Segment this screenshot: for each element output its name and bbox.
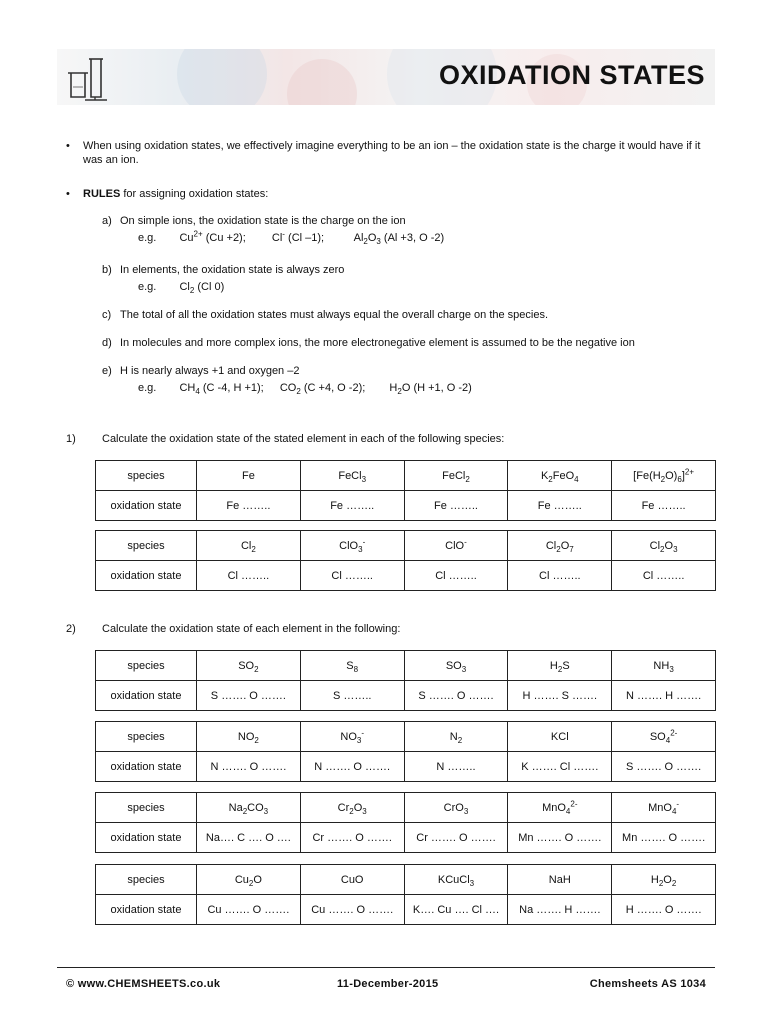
species-cell: $SO_2$ bbox=[197, 651, 301, 681]
row-label: species bbox=[96, 531, 197, 561]
row-label: species bbox=[96, 722, 197, 752]
species-cell: $NH_3$ bbox=[612, 651, 716, 681]
species-cell: CuO bbox=[300, 865, 404, 895]
species-cell: $H_2S$ bbox=[508, 651, 612, 681]
answer-cell[interactable]: S …….. bbox=[300, 681, 404, 711]
oxidation-row bbox=[96, 681, 716, 711]
answer-cell[interactable]: S ……. O ……. bbox=[404, 681, 508, 711]
example-value: (C -4, H +1); bbox=[202, 382, 264, 394]
rules-heading-rest: for assigning oxidation states: bbox=[123, 188, 269, 200]
formula-h2o: $H_2O$ bbox=[389, 382, 411, 397]
footer-divider bbox=[57, 967, 715, 968]
species-cell: $Cu_2O$ bbox=[197, 865, 301, 895]
species-cell: $[Fe(H_2O)_6]^{2+}$ bbox=[612, 461, 716, 491]
eg-label: e.g. bbox=[138, 382, 157, 394]
question-2-number: 2) bbox=[66, 623, 76, 635]
species-cell: $Cl_2O_7$ bbox=[508, 531, 612, 561]
answer-cell[interactable]: Fe …….. bbox=[197, 491, 301, 521]
answer-cell[interactable]: Cr ……. O ……. bbox=[300, 823, 404, 853]
species-cell: ClO$_3$- bbox=[300, 531, 404, 561]
row-label: oxidation state bbox=[96, 752, 197, 782]
row-label: species bbox=[96, 793, 197, 823]
species-cell: Fe bbox=[197, 461, 301, 491]
example-value: (Cl –1); bbox=[288, 232, 325, 244]
answer-cell[interactable]: N ……. O ……. bbox=[300, 752, 404, 782]
species-cell: $S_8$ bbox=[300, 651, 404, 681]
footer-date: 11-December-2015 bbox=[337, 978, 439, 990]
answer-cell[interactable]: Cl …….. bbox=[612, 561, 716, 591]
rule-b-examples bbox=[138, 281, 225, 296]
oxidation-row bbox=[96, 491, 716, 521]
q2-table-4 bbox=[95, 864, 716, 925]
answer-cell[interactable]: Cl …….. bbox=[404, 561, 508, 591]
answer-cell[interactable]: S ……. O ……. bbox=[197, 681, 301, 711]
page-title: OXIDATION STATES bbox=[438, 60, 705, 90]
species-row bbox=[96, 651, 716, 681]
species-cell: $N_2$ bbox=[404, 722, 508, 752]
species-cell: $NO_2$ bbox=[197, 722, 301, 752]
glassware-icon bbox=[65, 53, 111, 103]
species-cell: $K_2FeO_4$ bbox=[508, 461, 612, 491]
species-row bbox=[96, 461, 716, 491]
row-label: oxidation state bbox=[96, 491, 197, 521]
answer-cell[interactable]: H ……. S ……. bbox=[508, 681, 612, 711]
species-row bbox=[96, 531, 716, 561]
question-2-text: Calculate the oxidation state of each element in the following: bbox=[102, 623, 401, 635]
species-row bbox=[96, 793, 716, 823]
row-label: species bbox=[96, 461, 197, 491]
species-cell: MnO$_4$- bbox=[612, 793, 716, 823]
eg-label: e.g. bbox=[138, 232, 157, 244]
species-cell: $Cl_2$ bbox=[197, 531, 301, 561]
rules-heading bbox=[83, 187, 268, 201]
species-cell: $Cl_2O_3$ bbox=[612, 531, 716, 561]
species-cell: KCl bbox=[508, 722, 612, 752]
species-cell: $SO_3$ bbox=[404, 651, 508, 681]
answer-cell[interactable]: Cl …….. bbox=[300, 561, 404, 591]
q1-table-cl bbox=[95, 530, 716, 591]
answer-cell[interactable]: H ……. O ……. bbox=[612, 895, 716, 925]
eg-label: e.g. bbox=[138, 281, 157, 293]
row-label: oxidation state bbox=[96, 681, 197, 711]
answer-cell[interactable]: S ……. O ……. bbox=[612, 752, 716, 782]
species-cell: ClO- bbox=[404, 531, 508, 561]
answer-cell[interactable]: Na…. C …. O …. bbox=[197, 823, 301, 853]
oxidation-row bbox=[96, 752, 716, 782]
answer-cell[interactable]: Cl …….. bbox=[197, 561, 301, 591]
rule-e-text: H is nearly always +1 and oxygen –2 bbox=[120, 365, 300, 377]
answer-cell[interactable]: Cu ……. O ……. bbox=[300, 895, 404, 925]
answer-cell[interactable]: K ……. Cl ……. bbox=[508, 752, 612, 782]
row-label: oxidation state bbox=[96, 895, 197, 925]
species-cell: $SO_4^{2-}$ bbox=[612, 722, 716, 752]
formula-cu2plus: $Cu^{2+}$ bbox=[179, 229, 203, 244]
row-label: oxidation state bbox=[96, 823, 197, 853]
q1-table-fe bbox=[95, 460, 716, 521]
species-cell: NaH bbox=[508, 865, 612, 895]
species-row bbox=[96, 865, 716, 895]
intro-text: When using oxidation states, we effectively imagine everything to be an ion – the oxidation state is the charge it would have if it was an ion. bbox=[83, 140, 701, 166]
answer-cell[interactable]: N …….. bbox=[404, 752, 508, 782]
footer-sheet-id: Chemsheets AS 1034 bbox=[589, 978, 706, 990]
question-1-text: Calculate the oxidation state of the stated element in each of the following species: bbox=[102, 433, 505, 445]
species-cell: $H_2O_2$ bbox=[612, 865, 716, 895]
formula-cl2: $Cl_2$ bbox=[179, 281, 195, 296]
example-value: (H +1, O -2) bbox=[413, 382, 472, 394]
rule-b-label: b) bbox=[102, 264, 112, 276]
oxidation-row bbox=[96, 561, 716, 591]
species-cell: MnO$_4^{2-}$ bbox=[508, 793, 612, 823]
answer-cell[interactable]: Fe …….. bbox=[612, 491, 716, 521]
formula-co2: $CO_2$ bbox=[279, 382, 301, 397]
q2-table-3 bbox=[95, 792, 716, 853]
example-value: (Al +3, O -2) bbox=[383, 232, 445, 244]
row-label: species bbox=[96, 651, 197, 681]
rules-heading-bold: RULES bbox=[83, 188, 121, 200]
formula-cl-minus: Cl- bbox=[271, 229, 285, 244]
rule-e-examples bbox=[138, 382, 698, 397]
answer-cell[interactable]: Fe …….. bbox=[508, 491, 612, 521]
example-value: (C +4, O -2); bbox=[303, 382, 366, 394]
rule-a-examples bbox=[138, 229, 698, 247]
answer-cell[interactable]: Na ……. H ……. bbox=[508, 895, 612, 925]
species-cell: FeCl$_2$ bbox=[404, 461, 508, 491]
row-label: oxidation state bbox=[96, 561, 197, 591]
bullet-dot: • bbox=[66, 140, 70, 152]
formula-ch4: $CH_4$ bbox=[179, 382, 200, 397]
example-value: (Cu +2); bbox=[205, 232, 246, 244]
q2-table-2 bbox=[95, 721, 716, 782]
answer-cell[interactable]: Cl …….. bbox=[508, 561, 612, 591]
answer-cell[interactable]: Fe …….. bbox=[300, 491, 404, 521]
answer-cell[interactable]: Mn ……. O ……. bbox=[508, 823, 612, 853]
rule-b-text: In elements, the oxidation state is always zero bbox=[120, 264, 345, 276]
row-label: species bbox=[96, 865, 197, 895]
footer-copyright: © www.CHEMSHEETS.co.uk bbox=[66, 978, 221, 990]
species-cell: KCuCl$_3$ bbox=[404, 865, 508, 895]
species-row bbox=[96, 722, 716, 752]
species-cell: $NO_3^-$ bbox=[300, 722, 404, 752]
answer-cell[interactable]: K…. Cu …. Cl …. bbox=[404, 895, 508, 925]
species-cell: FeCl$_3$ bbox=[300, 461, 404, 491]
rule-d-label: d) bbox=[102, 337, 112, 349]
answer-cell[interactable]: N ……. O ……. bbox=[197, 752, 301, 782]
formula-al2o3: $Al_2O_3$ bbox=[353, 232, 381, 247]
rule-d-text: In molecules and more complex ions, the more electronegative element is assumed to be the negative ion bbox=[120, 337, 635, 349]
q2-table-1 bbox=[95, 650, 716, 711]
question-1-number: 1) bbox=[66, 433, 76, 445]
rule-e-label: e) bbox=[102, 365, 112, 377]
rule-c-label: c) bbox=[102, 309, 112, 321]
answer-cell[interactable]: N ……. H ……. bbox=[612, 681, 716, 711]
rule-a-label: a) bbox=[102, 215, 112, 227]
species-cell: $Na_2CO_3$ bbox=[197, 793, 301, 823]
answer-cell[interactable]: Cr ……. O ……. bbox=[404, 823, 508, 853]
oxidation-row bbox=[96, 823, 716, 853]
answer-cell[interactable]: Fe …….. bbox=[404, 491, 508, 521]
oxidation-row bbox=[96, 895, 716, 925]
header-banner bbox=[57, 49, 715, 105]
rule-a-text: On simple ions, the oxidation state is the charge on the ion bbox=[120, 215, 406, 227]
answer-cell[interactable]: Cu ……. O ……. bbox=[197, 895, 301, 925]
example-value: (Cl 0) bbox=[197, 281, 225, 293]
bullet-dot: • bbox=[66, 188, 70, 200]
rule-c-text: The total of all the oxidation states must always equal the overall charge on the species. bbox=[120, 309, 549, 321]
species-cell: $Cr_2O_3$ bbox=[300, 793, 404, 823]
species-cell: CrO$_3$ bbox=[404, 793, 508, 823]
answer-cell[interactable]: Mn ……. O ……. bbox=[612, 823, 716, 853]
